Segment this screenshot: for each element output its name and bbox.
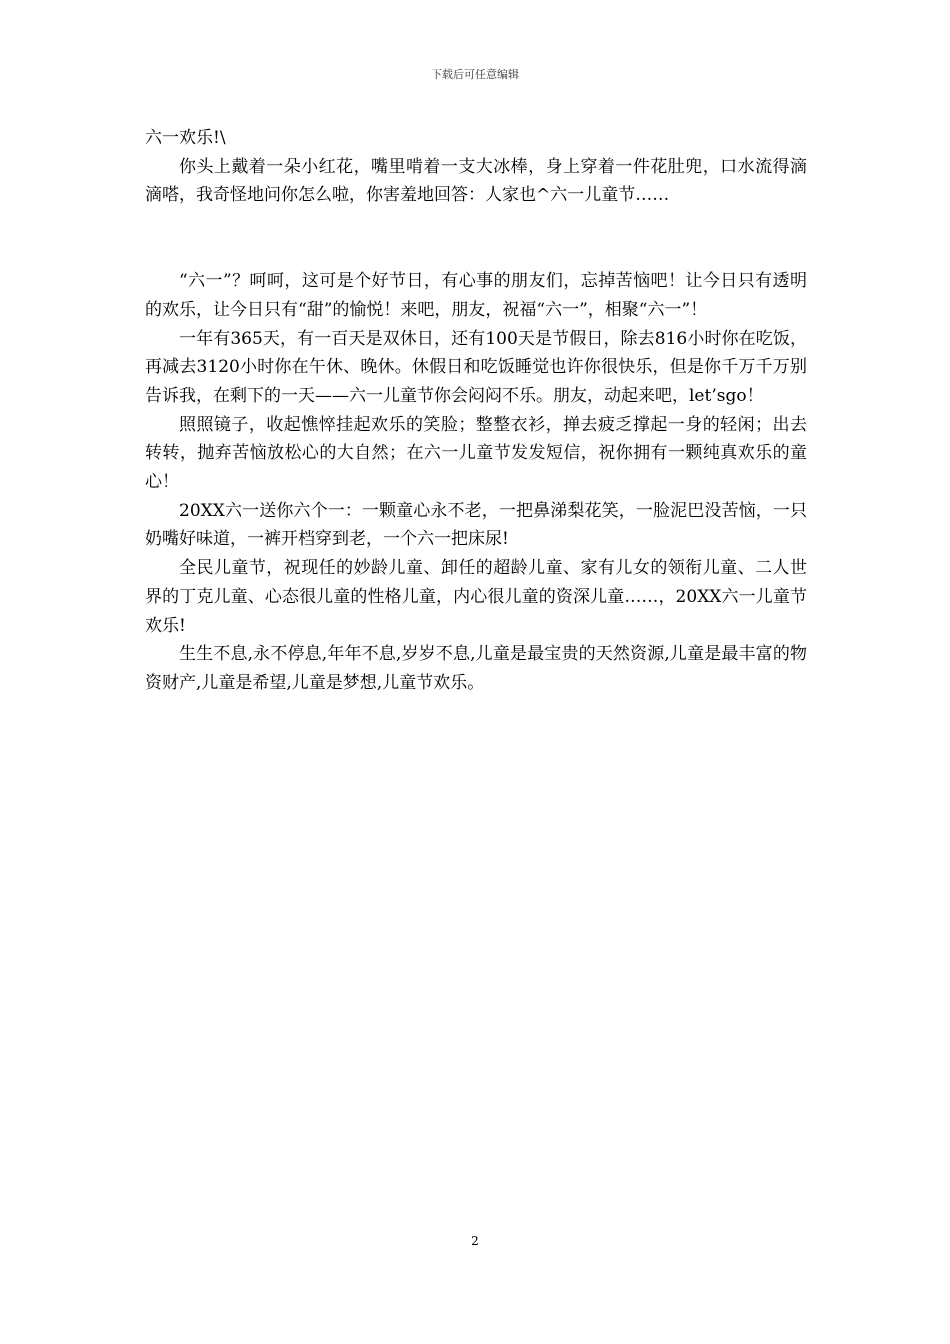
paragraph: 生生不息,永不停息,年年不息,岁岁不息,儿童是最宝贵的天然资源,儿童是最丰富的物资财产,儿童是希望,儿童是梦想,儿童节欢乐。	[145, 644, 807, 693]
page-number: 2	[471, 1234, 479, 1248]
document-body	[145, 124, 807, 698]
paragraph: 20XX六一送你六个一：一颗童心永不老，一把鼻涕梨花笑，一脸泥巴没苦恼，一只奶嘴好味道，一裤开档穿到老，一个六一把床尿!	[145, 500, 807, 550]
paragraph: 一年有365天，有一百天是双休日，还有100天是节假日，除去816小时你在吃饭，再减去3120小时你在午休、晚休。休假日和吃饭睡觉也许你很快乐，但是你千万千万别告诉我，在剩下的一天——六一儿童节你会闷闷不乐。朋友，动起来吧，let’sgo！	[145, 328, 807, 406]
paragraph: 你头上戴着一朵小红花，嘴里啃着一支大冰棒，身上穿着一件花肚兜，口水流得滴滴嗒，我奇怪地问你怎么啦，你害羞地回答：人家也^六一儿童节……	[145, 156, 807, 206]
page-header: 下载后可任意编辑	[431, 68, 519, 81]
paragraph-opening: 六一欢乐!\	[145, 128, 226, 148]
paragraph: “六一”？呵呵，这可是个好节日，有心事的朋友们，忘掉苦恼吧！让今日只有透明的欢乐，让今日只有“甜”的愉悦！来吧，朋友，祝福“六一”，相聚“六一”！	[145, 271, 807, 320]
paragraph: 照照镜子，收起憔悴挂起欢乐的笑脸；整整衣衫，掸去疲乏撑起一身的轻闲；出去转转，抛弃苦恼放松心的大自然；在六一儿童节发发短信，祝你拥有一颗纯真欢乐的童心！	[145, 414, 807, 493]
paragraph: 全民儿童节，祝现任的妙龄儿童、卸任的超龄儿童、家有儿女的领衔儿童、二人世界的丁克儿童、心态很儿童的性格儿童，内心很儿童的资深儿童……，20XX六一儿童节欢乐!	[145, 558, 807, 636]
